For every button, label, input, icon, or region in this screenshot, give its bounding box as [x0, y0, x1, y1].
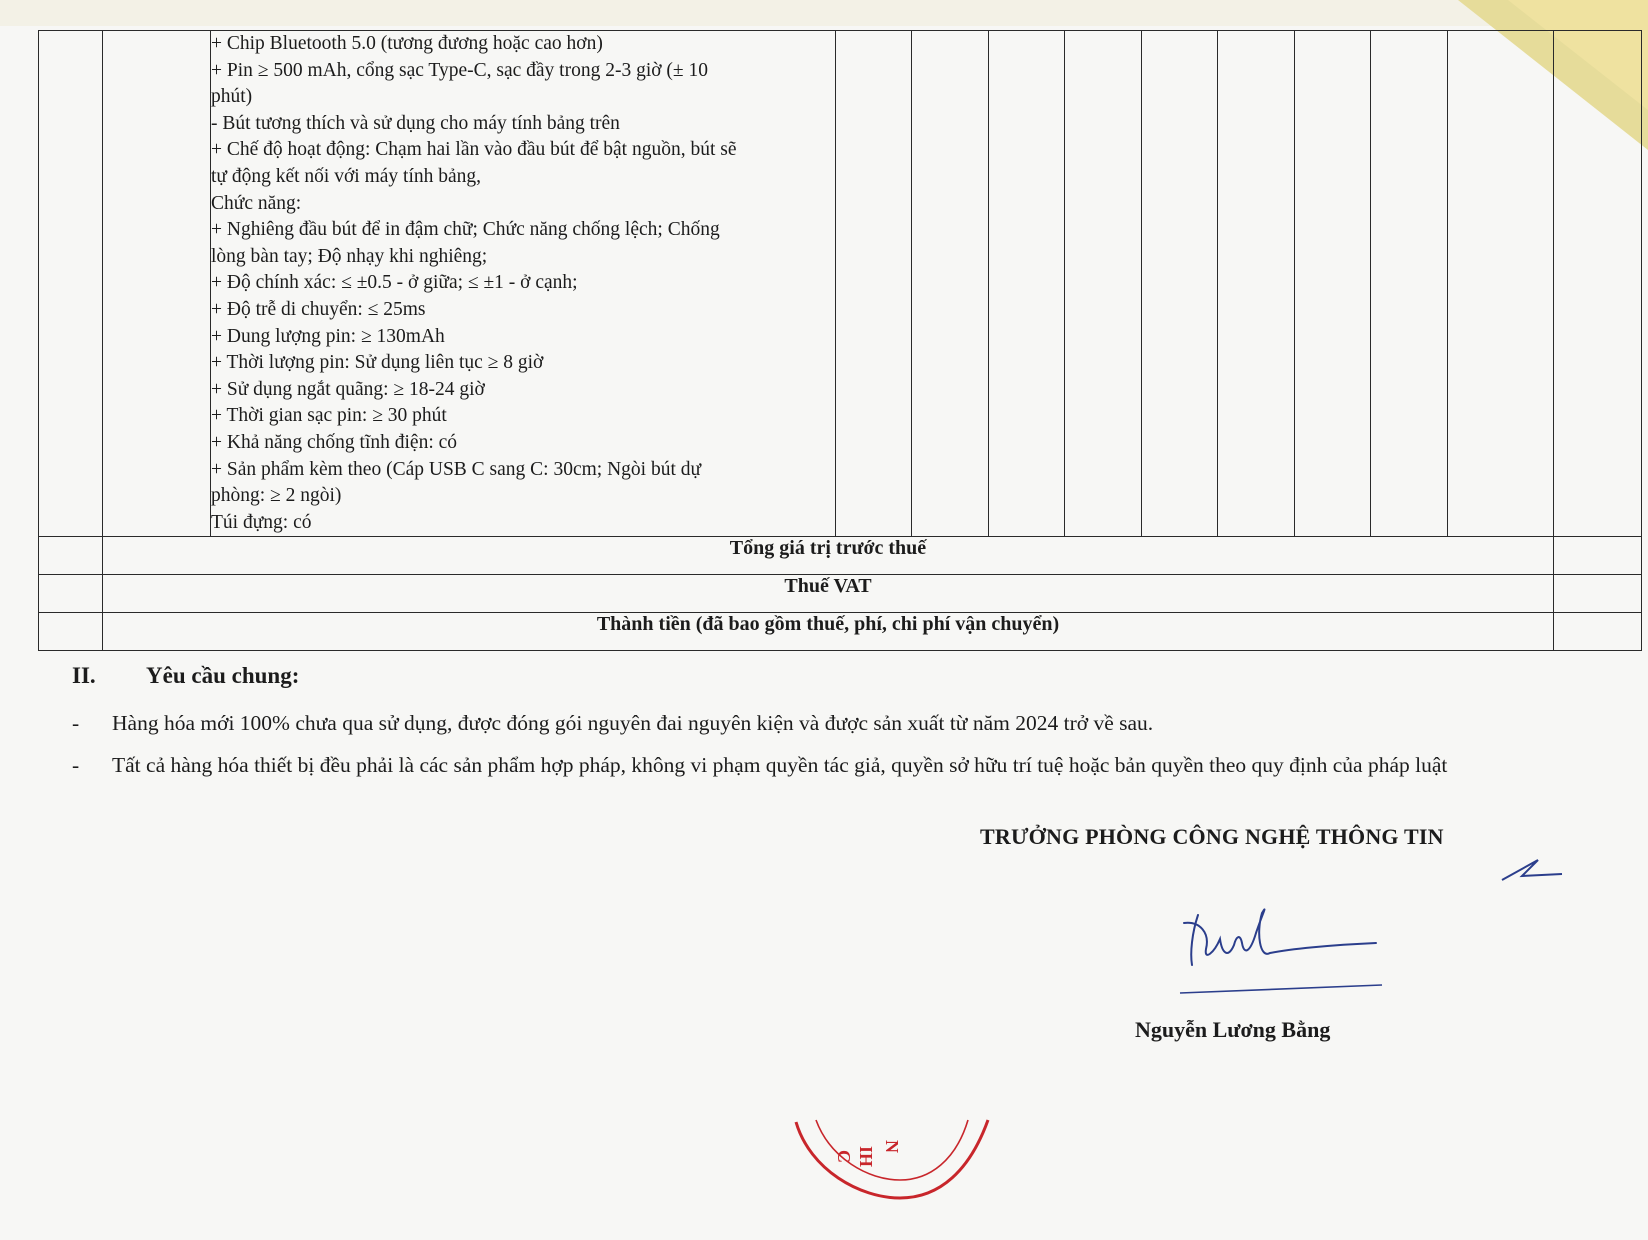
requirement-text: Hàng hóa mới 100% chưa qua sử dụng, được đóng gói nguyên đai nguyên kiện và được sản xuất từ năm 2024 trở về sau.	[112, 711, 1154, 735]
empty-cell	[39, 537, 103, 575]
spec-row	[39, 31, 1642, 537]
empty-cell	[39, 613, 103, 651]
total-label: Thành tiền (đã bao gồm thuế, phí, chi phí vận chuyển)	[103, 613, 1554, 651]
spec-line: + Độ trễ di chuyển: ≤ 25ms	[211, 298, 426, 320]
stt-cell	[39, 31, 103, 537]
pen-tick-mark	[1500, 846, 1570, 886]
spec-line: lòng bàn tay; Độ nhạy khi nghiêng;	[211, 245, 488, 267]
spec-line: + Nghiêng đầu bút để in đậm chữ; Chức năng chống lệch; Chống	[211, 219, 720, 241]
spec-line: + Sản phẩm kèm theo (Cáp USB C sang C: 30cm; Ngòi bút dự	[211, 458, 702, 480]
page-top-edge	[0, 0, 1648, 26]
handwritten-signature	[1170, 893, 1390, 1003]
empty-cell	[912, 31, 989, 537]
summary-row-vat	[39, 575, 1642, 613]
vat-value-cell	[1554, 575, 1642, 613]
section-heading	[72, 663, 299, 689]
empty-cell	[989, 31, 1065, 537]
spec-line: - Bút tương thích và sử dụng cho máy tính bảng trên	[211, 112, 620, 134]
spec-content-cell	[211, 31, 836, 537]
item-name-cell	[103, 31, 211, 537]
empty-cell	[1448, 31, 1554, 537]
spec-line: + Pin ≥ 500 mAh, cổng sạc Type-C, sạc đầy trong 2-3 giờ (± 10	[211, 59, 709, 81]
empty-cell	[1065, 31, 1142, 537]
spec-line: + Chế độ hoạt động: Chạm hai lần vào đầu bút để bật nguồn, bút sẽ	[211, 139, 737, 161]
spec-table-wrapper	[38, 30, 1638, 651]
spec-line: + Khả năng chống tĩnh điện: có	[211, 431, 458, 453]
vat-label: Thuế VAT	[103, 575, 1554, 613]
svg-text:C: C	[834, 1150, 854, 1163]
section-number: II.	[72, 663, 96, 688]
spec-line: + Dung lượng pin: ≥ 130mAh	[211, 325, 445, 347]
summary-row-pretax	[39, 537, 1642, 575]
empty-cell	[1142, 31, 1218, 537]
red-seal-stamp	[790, 1110, 990, 1240]
spec-line: phòng: ≥ 2 ngòi)	[211, 485, 342, 507]
empty-cell	[1554, 31, 1642, 537]
svg-text:IH: IH	[856, 1146, 876, 1168]
summary-row-total	[39, 613, 1642, 651]
bullet-dash: -	[72, 753, 80, 777]
signer-position: TRƯỞNG PHÒNG CÔNG NGHỆ THÔNG TIN	[980, 824, 1444, 849]
empty-cell	[1371, 31, 1448, 537]
spec-line: + Thời gian sạc pin: ≥ 30 phút	[211, 405, 447, 427]
bullet-dash: -	[72, 711, 80, 735]
spec-line: Túi đựng: có	[211, 511, 312, 533]
spec-line: + Chip Bluetooth 5.0 (tương đương hoặc cao hơn)	[211, 33, 603, 54]
empty-cell	[1295, 31, 1371, 537]
signer-name: Nguyễn Lương Bằng	[1135, 1017, 1331, 1042]
section-title: Yêu cầu chung:	[146, 663, 300, 688]
spec-line: tự động kết nối với máy tính bảng,	[211, 165, 482, 187]
svg-text:N: N	[882, 1140, 902, 1153]
spec-line: + Độ chính xác: ≤ ±0.5 - ở giữa; ≤ ±1 - ở cạnh;	[211, 272, 578, 294]
spec-lines	[211, 31, 835, 536]
spec-line: phút)	[211, 86, 253, 108]
spec-line: + Sử dụng ngắt quãng: ≥ 18-24 giờ	[211, 378, 485, 400]
pretax-value-cell	[1554, 537, 1642, 575]
total-value-cell	[1554, 613, 1642, 651]
empty-cell	[39, 575, 103, 613]
requirement-text: Tất cả hàng hóa thiết bị đều phải là các sản phẩm hợp pháp, không vi phạm quyền tác giả, quyền sở hữu trí tuệ hoặc bản quyền theo quy định của pháp luật	[112, 753, 1448, 777]
empty-cell	[1218, 31, 1295, 537]
spec-table	[38, 30, 1642, 651]
empty-cell	[836, 31, 912, 537]
spec-line: + Thời lượng pin: Sử dụng liên tục ≥ 8 giờ	[211, 352, 544, 374]
pretax-label: Tổng giá trị trước thuế	[103, 537, 1554, 575]
spec-line: Chức năng:	[211, 192, 302, 214]
